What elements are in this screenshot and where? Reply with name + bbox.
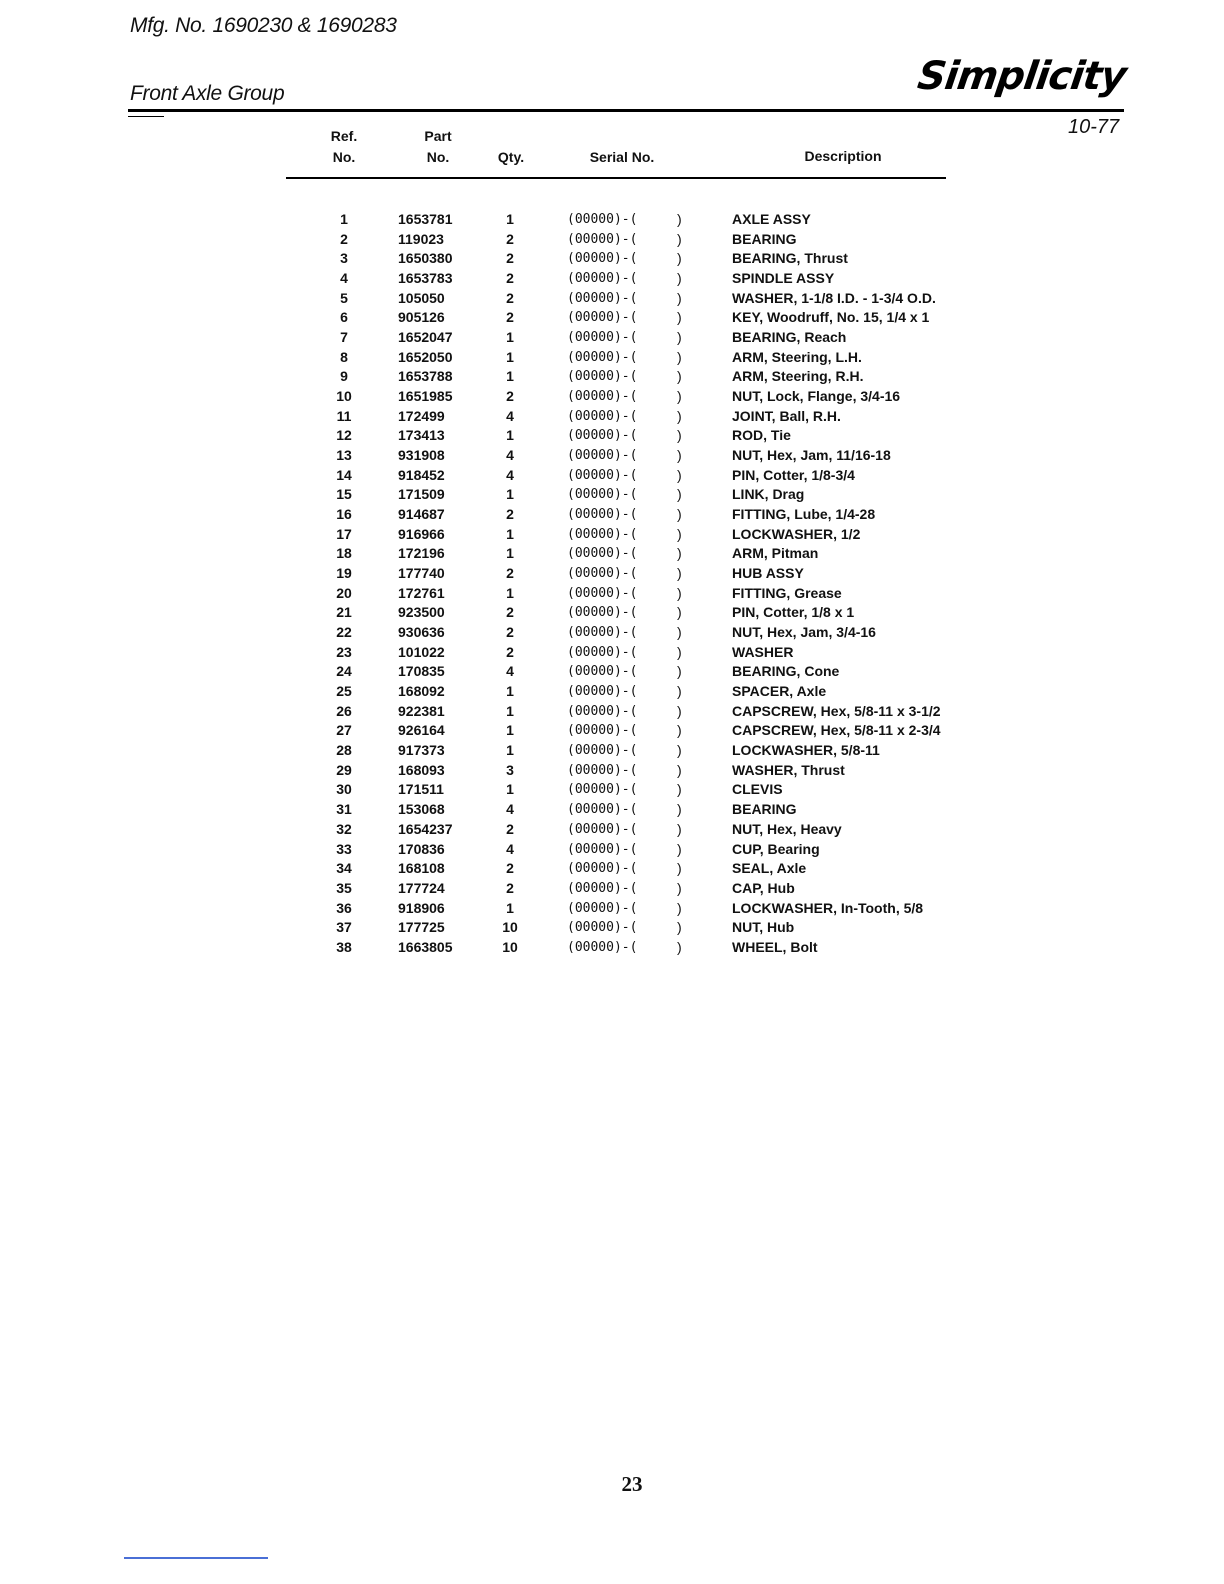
serial-number: (00000)-( bbox=[567, 546, 638, 562]
quantity: 1 bbox=[506, 427, 514, 444]
serial-number: (00000)-( bbox=[567, 861, 638, 877]
serial-close: ) bbox=[677, 781, 682, 798]
description: NUT, Hex, Jam, 3/4-16 bbox=[732, 624, 876, 641]
ref-number: 30 bbox=[336, 781, 352, 798]
serial-number: (00000)-( bbox=[567, 349, 638, 365]
table-row bbox=[0, 820, 1224, 840]
part-number: 922381 bbox=[398, 702, 445, 719]
serial-number: (00000)-( bbox=[567, 664, 638, 680]
part-number: 1653781 bbox=[398, 211, 453, 227]
quantity: 2 bbox=[506, 230, 514, 247]
serial-close: ) bbox=[677, 899, 682, 916]
ref-number: 18 bbox=[336, 545, 352, 562]
serial-number: (00000)-( bbox=[567, 389, 638, 405]
table-row bbox=[0, 938, 1224, 958]
ref-number: 11 bbox=[336, 407, 352, 424]
description: CLEVIS bbox=[732, 781, 783, 798]
quantity: 2 bbox=[506, 604, 514, 621]
table-row bbox=[0, 741, 1224, 761]
quantity: 2 bbox=[506, 250, 514, 267]
serial-number: (00000)-( bbox=[567, 448, 638, 464]
ref-number: 22 bbox=[336, 624, 352, 641]
description: ARM, Steering, R.H. bbox=[732, 368, 864, 385]
ref-number: 37 bbox=[336, 919, 352, 936]
ref-number: 16 bbox=[336, 506, 352, 523]
part-number: 177725 bbox=[398, 919, 445, 936]
page-number: 23 bbox=[621, 1472, 643, 1496]
serial-close: ) bbox=[677, 702, 682, 719]
description: WASHER, Thrust bbox=[732, 761, 845, 778]
serial-close: ) bbox=[677, 329, 682, 346]
ref-number: 29 bbox=[336, 761, 352, 778]
serial-close: ) bbox=[677, 348, 682, 365]
table-row bbox=[0, 840, 1224, 860]
description: HUB ASSY bbox=[732, 565, 804, 582]
quantity: 2 bbox=[506, 506, 514, 523]
footer-rule bbox=[124, 1557, 268, 1559]
serial-close: ) bbox=[677, 545, 682, 562]
quantity: 1 bbox=[506, 702, 514, 719]
serial-number: (00000)-( bbox=[567, 920, 638, 936]
serial-number: (00000)-( bbox=[567, 271, 638, 287]
description: BEARING bbox=[732, 230, 797, 247]
serial-number: (00000)-( bbox=[567, 212, 638, 227]
part-number: 1653788 bbox=[398, 368, 453, 385]
quantity: 1 bbox=[506, 683, 514, 700]
serial-close: ) bbox=[677, 742, 682, 759]
description: ROD, Tie bbox=[732, 427, 791, 444]
ref-number: 6 bbox=[340, 309, 348, 326]
quantity: 2 bbox=[506, 388, 514, 405]
part-number: 1652047 bbox=[398, 329, 453, 346]
serial-number: (00000)-( bbox=[567, 743, 638, 759]
part-number: 926164 bbox=[398, 722, 445, 739]
serial-close: ) bbox=[677, 230, 682, 247]
description: WASHER, 1-1/8 I.D. - 1-3/4 O.D. bbox=[732, 289, 936, 306]
serial-number: (00000)-( bbox=[567, 880, 638, 896]
table-row bbox=[0, 230, 1224, 250]
part-number: 171511 bbox=[398, 781, 444, 798]
serial-number: (00000)-( bbox=[567, 644, 638, 660]
description: NUT, Hex, Heavy bbox=[732, 820, 842, 837]
description: KEY, Woodruff, No. 15, 1/4 x 1 bbox=[732, 309, 930, 326]
column-header-part-line2: No. bbox=[426, 149, 450, 165]
table-row bbox=[0, 899, 1224, 919]
description: CAP, Hub bbox=[732, 879, 795, 896]
part-number: 170835 bbox=[398, 663, 445, 680]
serial-number: (00000)-( bbox=[567, 585, 638, 601]
part-number: 931908 bbox=[398, 447, 445, 464]
description: LOCKWASHER, 5/8-11 bbox=[732, 742, 880, 759]
serial-close: ) bbox=[677, 525, 682, 542]
serial-close: ) bbox=[677, 486, 682, 503]
mfg-number: Mfg. No. 1690230 & 1690283 bbox=[130, 14, 397, 37]
part-number: 172761 bbox=[398, 584, 445, 601]
serial-close: ) bbox=[677, 407, 682, 424]
quantity: 1 bbox=[506, 545, 514, 562]
description: BEARING, Thrust bbox=[732, 250, 848, 267]
serial-close: ) bbox=[677, 820, 682, 837]
description: PIN, Cotter, 1/8-3/4 bbox=[732, 466, 855, 483]
serial-close: ) bbox=[677, 427, 682, 444]
table-row bbox=[0, 289, 1224, 309]
quantity: 1 bbox=[506, 742, 514, 759]
quantity: 1 bbox=[506, 584, 514, 601]
table-row bbox=[0, 308, 1224, 328]
date-code: 10-77 bbox=[1068, 116, 1120, 138]
table-row bbox=[0, 348, 1224, 368]
description: SEAL, Axle bbox=[732, 860, 807, 877]
quantity: 4 bbox=[506, 466, 514, 483]
part-number: 905126 bbox=[398, 309, 445, 326]
ref-number: 33 bbox=[336, 840, 352, 857]
serial-close: ) bbox=[677, 447, 682, 464]
quantity: 1 bbox=[506, 781, 514, 798]
table-row bbox=[0, 721, 1224, 741]
serial-close: ) bbox=[677, 860, 682, 877]
serial-close: ) bbox=[677, 938, 682, 955]
table-row bbox=[0, 387, 1224, 407]
part-number: 1651985 bbox=[398, 388, 453, 405]
ref-number: 19 bbox=[336, 565, 352, 582]
quantity: 10 bbox=[502, 919, 518, 936]
description: PIN, Cotter, 1/8 x 1 bbox=[732, 604, 855, 621]
ref-number: 15 bbox=[336, 486, 352, 503]
description: AXLE ASSY bbox=[732, 211, 811, 227]
table-row bbox=[0, 682, 1224, 702]
serial-close: ) bbox=[677, 683, 682, 700]
table-row bbox=[0, 466, 1224, 486]
description: CAPSCREW, Hex, 5/8-11 x 3-1/2 bbox=[732, 702, 941, 719]
ref-number: 5 bbox=[340, 289, 348, 306]
table-row bbox=[0, 367, 1224, 387]
quantity: 2 bbox=[506, 643, 514, 660]
description: NUT, Hub bbox=[732, 919, 795, 936]
description: BEARING, Reach bbox=[732, 329, 847, 346]
part-number: 1652050 bbox=[398, 348, 453, 365]
column-header-part-line1: Part bbox=[424, 128, 452, 144]
column-header-description: Description bbox=[804, 148, 882, 164]
table-row bbox=[0, 485, 1224, 505]
ref-number: 35 bbox=[336, 879, 352, 896]
part-number: 172196 bbox=[398, 545, 445, 562]
part-number: 918452 bbox=[398, 466, 445, 483]
ref-number: 4 bbox=[340, 270, 348, 287]
description: LINK, Drag bbox=[732, 486, 805, 503]
part-number: 177740 bbox=[398, 565, 445, 582]
serial-number: (00000)-( bbox=[567, 625, 638, 641]
serial-number: (00000)-( bbox=[567, 251, 638, 267]
table-row bbox=[0, 918, 1224, 938]
serial-close: ) bbox=[677, 506, 682, 523]
description: ARM, Steering, L.H. bbox=[732, 348, 862, 365]
part-number: 918906 bbox=[398, 899, 445, 916]
serial-close: ) bbox=[677, 801, 682, 818]
quantity: 2 bbox=[506, 624, 514, 641]
serial-number: (00000)-( bbox=[567, 703, 638, 719]
quantity: 2 bbox=[506, 860, 514, 877]
column-header-ref-line2: No. bbox=[332, 149, 356, 165]
serial-close: ) bbox=[677, 840, 682, 857]
ref-number: 25 bbox=[336, 683, 352, 700]
serial-number: (00000)-( bbox=[567, 802, 638, 818]
serial-close: ) bbox=[677, 289, 682, 306]
part-number: 916966 bbox=[398, 525, 445, 542]
header-rule-accent bbox=[128, 116, 164, 117]
quantity: 1 bbox=[506, 525, 514, 542]
description: FITTING, Lube, 1/4-28 bbox=[732, 506, 876, 523]
ref-number: 20 bbox=[336, 584, 352, 601]
ref-number: 10 bbox=[336, 388, 352, 405]
description: ARM, Pitman bbox=[732, 545, 819, 562]
part-number: 917373 bbox=[398, 742, 445, 759]
serial-number: (00000)-( bbox=[567, 526, 638, 542]
table-row bbox=[0, 564, 1224, 584]
column-header-ref bbox=[320, 126, 368, 168]
serial-close: ) bbox=[677, 604, 682, 621]
serial-number: (00000)-( bbox=[567, 821, 638, 837]
serial-close: ) bbox=[677, 309, 682, 326]
table-row bbox=[0, 210, 1224, 230]
column-header-part bbox=[410, 126, 466, 168]
quantity: 3 bbox=[506, 761, 514, 778]
quantity: 2 bbox=[506, 879, 514, 896]
serial-number: (00000)-( bbox=[567, 231, 638, 247]
serial-number: (00000)-( bbox=[567, 566, 638, 582]
ref-number: 27 bbox=[336, 722, 352, 739]
ref-number: 28 bbox=[336, 742, 352, 759]
part-number: 172499 bbox=[398, 407, 445, 424]
serial-close: ) bbox=[677, 663, 682, 680]
group-title: Front Axle Group bbox=[130, 82, 285, 105]
serial-number: (00000)-( bbox=[567, 310, 638, 326]
ref-number: 14 bbox=[336, 466, 352, 483]
description: NUT, Hex, Jam, 11/16-18 bbox=[732, 447, 891, 464]
column-header-serial: Serial No. bbox=[589, 149, 655, 165]
part-number: 914687 bbox=[398, 506, 445, 523]
quantity: 2 bbox=[506, 309, 514, 326]
header-rule bbox=[128, 109, 1124, 112]
ref-number: 21 bbox=[336, 604, 352, 621]
serial-number: (00000)-( bbox=[567, 762, 638, 778]
serial-number: (00000)-( bbox=[567, 684, 638, 700]
serial-close: ) bbox=[677, 919, 682, 936]
serial-number: (00000)-( bbox=[567, 330, 638, 346]
serial-close: ) bbox=[677, 722, 682, 739]
part-number: 168108 bbox=[398, 860, 445, 877]
serial-close: ) bbox=[677, 466, 682, 483]
quantity: 1 bbox=[506, 722, 514, 739]
serial-close: ) bbox=[677, 565, 682, 582]
quantity: 1 bbox=[506, 486, 514, 503]
quantity: 4 bbox=[506, 407, 514, 424]
part-number: 101022 bbox=[398, 643, 445, 660]
table-row bbox=[0, 544, 1224, 564]
quantity: 4 bbox=[506, 447, 514, 464]
ref-number: 8 bbox=[340, 348, 348, 365]
description: SPINDLE ASSY bbox=[732, 270, 835, 287]
serial-close: ) bbox=[677, 250, 682, 267]
part-number: 1654237 bbox=[398, 820, 453, 837]
serial-number: (00000)-( bbox=[567, 900, 638, 916]
serial-close: ) bbox=[677, 388, 682, 405]
brand-logo: Simplicity bbox=[914, 54, 1129, 99]
serial-close: ) bbox=[677, 761, 682, 778]
part-number: 171509 bbox=[398, 486, 445, 503]
table-row bbox=[0, 584, 1224, 604]
description: WASHER bbox=[732, 643, 794, 660]
column-header-qty: Qty. bbox=[497, 149, 525, 165]
serial-close: ) bbox=[677, 879, 682, 896]
part-number: 168093 bbox=[398, 761, 445, 778]
ref-number: 23 bbox=[336, 643, 352, 660]
quantity: 1 bbox=[506, 899, 514, 916]
table-row bbox=[0, 702, 1224, 722]
serial-close: ) bbox=[677, 643, 682, 660]
table-row bbox=[0, 780, 1224, 800]
ref-number: 31 bbox=[336, 801, 352, 818]
serial-number: (00000)-( bbox=[567, 507, 638, 523]
part-number: 173413 bbox=[398, 427, 445, 444]
quantity: 4 bbox=[506, 663, 514, 680]
ref-number: 2 bbox=[340, 230, 348, 247]
description: LOCKWASHER, 1/2 bbox=[732, 525, 861, 542]
ref-number: 34 bbox=[336, 860, 352, 877]
serial-number: (00000)-( bbox=[567, 723, 638, 739]
quantity: 4 bbox=[506, 840, 514, 857]
part-number: 105050 bbox=[398, 289, 445, 306]
table-row bbox=[0, 603, 1224, 623]
part-number: 1663805 bbox=[398, 938, 453, 955]
quantity: 1 bbox=[506, 368, 514, 385]
description: NUT, Lock, Flange, 3/4-16 bbox=[732, 388, 901, 405]
column-header-ref-line1: Ref. bbox=[330, 128, 358, 144]
quantity: 2 bbox=[506, 270, 514, 287]
serial-number: (00000)-( bbox=[567, 467, 638, 483]
table-row bbox=[0, 761, 1224, 781]
ref-number: 3 bbox=[340, 250, 348, 267]
part-number: 168092 bbox=[398, 683, 445, 700]
description: SPACER, Axle bbox=[732, 683, 827, 700]
table-row bbox=[0, 505, 1224, 525]
serial-close: ) bbox=[677, 368, 682, 385]
part-number: 1650380 bbox=[398, 250, 453, 267]
table-row bbox=[0, 525, 1224, 545]
ref-number: 24 bbox=[336, 663, 352, 680]
serial-number: (00000)-( bbox=[567, 369, 638, 385]
quantity: 1 bbox=[506, 348, 514, 365]
ref-number: 17 bbox=[336, 525, 352, 542]
part-number: 1653783 bbox=[398, 270, 453, 287]
quantity: 4 bbox=[506, 801, 514, 818]
ref-number: 38 bbox=[336, 938, 352, 955]
ref-number: 12 bbox=[336, 427, 352, 444]
ref-number: 26 bbox=[336, 702, 352, 719]
description: CAPSCREW, Hex, 5/8-11 x 2-3/4 bbox=[732, 722, 941, 739]
serial-close: ) bbox=[677, 584, 682, 601]
parts-list bbox=[0, 210, 1224, 958]
description: BEARING, Cone bbox=[732, 663, 840, 680]
part-number: 923500 bbox=[398, 604, 445, 621]
quantity: 1 bbox=[506, 211, 514, 227]
serial-close: ) bbox=[677, 270, 682, 287]
serial-number: (00000)-( bbox=[567, 408, 638, 424]
part-number: 177724 bbox=[398, 879, 445, 896]
table-row bbox=[0, 446, 1224, 466]
quantity: 1 bbox=[506, 329, 514, 346]
serial-close: ) bbox=[677, 211, 682, 227]
ref-number: 32 bbox=[336, 820, 352, 837]
quantity: 2 bbox=[506, 820, 514, 837]
description: JOINT, Ball, R.H. bbox=[732, 407, 841, 424]
ref-number: 36 bbox=[336, 899, 352, 916]
table-row bbox=[0, 643, 1224, 663]
description: FITTING, Grease bbox=[732, 584, 842, 601]
quantity: 10 bbox=[502, 938, 518, 955]
serial-number: (00000)-( bbox=[567, 428, 638, 444]
serial-number: (00000)-( bbox=[567, 290, 638, 306]
quantity: 2 bbox=[506, 289, 514, 306]
serial-number: (00000)-( bbox=[567, 841, 638, 857]
serial-close: ) bbox=[677, 624, 682, 641]
table-row bbox=[0, 407, 1224, 427]
ref-number: 1 bbox=[340, 211, 348, 227]
ref-number: 9 bbox=[340, 368, 348, 385]
table-row bbox=[0, 859, 1224, 879]
quantity: 2 bbox=[506, 565, 514, 582]
part-number: 119023 bbox=[398, 230, 444, 247]
table-row bbox=[0, 662, 1224, 682]
serial-number: (00000)-( bbox=[567, 487, 638, 503]
part-number: 930636 bbox=[398, 624, 445, 641]
serial-number: (00000)-( bbox=[567, 605, 638, 621]
part-number: 170836 bbox=[398, 840, 445, 857]
table-row bbox=[0, 623, 1224, 643]
description: CUP, Bearing bbox=[732, 840, 820, 857]
table-row bbox=[0, 328, 1224, 348]
description: WHEEL, Bolt bbox=[732, 938, 818, 955]
description: LOCKWASHER, In-Tooth, 5/8 bbox=[732, 899, 924, 916]
serial-number: (00000)-( bbox=[567, 939, 638, 955]
table-row bbox=[0, 800, 1224, 820]
part-number: 153068 bbox=[398, 801, 445, 818]
table-row bbox=[0, 426, 1224, 446]
table-row bbox=[0, 269, 1224, 289]
table-row bbox=[0, 879, 1224, 899]
ref-number: 7 bbox=[340, 329, 348, 346]
ref-number: 13 bbox=[336, 447, 352, 464]
serial-number: (00000)-( bbox=[567, 782, 638, 798]
description: BEARING bbox=[732, 801, 797, 818]
table-row bbox=[0, 249, 1224, 269]
column-header-rule bbox=[286, 177, 946, 179]
